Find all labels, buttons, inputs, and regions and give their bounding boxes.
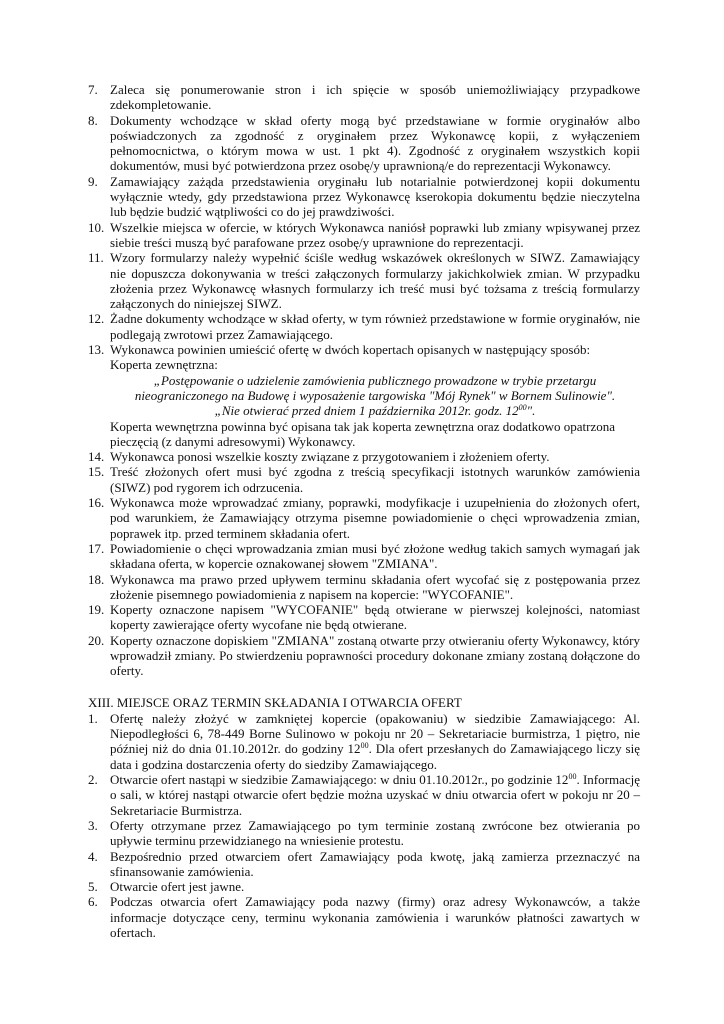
list-text: Żadne dokumenty wchodzące w skład oferty, w tym również przedstawione w formie oryginałów, nie podlegają zwrotowi przez Zamawiającego. [110, 311, 640, 342]
inner-envelope-text: Koperta wewnętrzna powinna być opisana tak jak koperta zewnętrzna oraz dodatkowo opatrzona pieczęcią (z danymi adresowymi) Wykonawcy. [110, 418, 615, 449]
section-item-4 [88, 849, 640, 880]
item-text-end: . Dla ofert przesłanych do Zamawiającego liczy się data i godzina dostarczenia oferty do siedziby Zamawiającego. [110, 741, 640, 772]
list-text: Otwarcie ofert jest jawne. [110, 879, 245, 895]
list-number: 15. [88, 464, 105, 480]
item-text-end: . Informację o sali, w której nastąpi otwarcie ofert będzie można uzyskać w dniu otwarcia ofert w pokoju nr 20 – Sekretariacie Burmistrza. [110, 772, 640, 818]
document-page [88, 82, 640, 940]
list-number: 6. [88, 894, 98, 910]
list-item-19 [88, 602, 640, 633]
list-item-15 [88, 464, 640, 495]
list-text: Bezpośrednio przed otwarciem ofert Zamawiający poda kwotę, jaką zamierza przeznaczyć na sfinansowanie zamówienia. [110, 848, 640, 879]
envelope-quote-line-2: nieograniczonego na Budowę i wyposażenie targowiska "Mój Rynek" w Bornem Sulinowie". [134, 387, 616, 403]
list-item-14 [88, 449, 640, 464]
list-number: 9. [88, 173, 98, 189]
list-item-17 [88, 541, 640, 572]
list-number: 8. [88, 112, 98, 128]
list-text: Wykonawca powinien umieścić ofertę w dwóch kopertach opisanych w następujący sposób: [110, 342, 591, 358]
list-text [110, 772, 640, 818]
envelope-quote-line-1: „Postępowanie o udzielenie zamówienia publicznego prowadzone w trybie przetargu [153, 372, 597, 388]
list-number: 4. [88, 848, 98, 864]
time-superscript: 00 [360, 741, 369, 751]
time-superscript: 00 [568, 772, 577, 782]
list-item-9 [88, 174, 640, 220]
list-text: Koperty oznaczone dopiskiem "ZMIANA" zostaną otwarte przy otwieraniu oferty Wykonawcy, który wprowadził zmiany. Po stwierdzeniu poprawności procedury dokonane zmiany zostaną dołączone do oferty. [110, 632, 640, 679]
list-item-13 [88, 342, 640, 449]
list-item-10 [88, 220, 640, 251]
list-text [110, 711, 640, 772]
envelope-quote-line-3 [110, 403, 640, 418]
list-number: 11. [88, 250, 104, 266]
list-text: Wykonawca ponosi wszelkie koszty związane z przygotowaniem i złożeniem oferty. [110, 449, 550, 465]
list-number: 7. [88, 82, 98, 97]
list-number: 3. [88, 817, 98, 833]
list-text: Zaleca się ponumerowanie stron i ich spięcie w sposób uniemożliwiający przypadkowe zdekompletowanie. [110, 82, 640, 113]
item-text-start: Ofertę należy złożyć w zamkniętej kopercie (opakowaniu) w siedzibie Zamawiającego: Al. Niepodległości 6, 78-449 Borne Sulinowo w pokoju nr 20 – Sekretariacie burmistrza, 1 piętro, nie później niż do dnia 01.10.2012r. do godziny 12 [110, 710, 640, 757]
list-number: 18. [88, 571, 105, 587]
list-text: Koperty oznaczone napisem "WYCOFANIE" będą otwierane w pierwszej kolejności, natomiast koperty zawierające oferty wycofane nie będą otwierane. [110, 602, 640, 633]
list-text: Podczas otwarcia ofert Zamawiający poda nazwy (firmy) oraz adresy Wykonawców, a także informacje dotyczące ceny, terminu wykonania zamówienia i warunków płatności zawartych w ofertach. [110, 894, 640, 941]
list-text: Powiadomienie o chęci wprowadzania zmian musi być złożone według takich samych wymagań jak składana oferta, w kopercie oznakowanej słowem "ZMIANA". [110, 540, 640, 572]
list-number: 5. [88, 879, 98, 895]
quote-line-3-end: ". [526, 403, 536, 419]
list-number: 17. [88, 540, 105, 556]
list-number: 19. [88, 602, 105, 618]
list-text: Zamawiający zażąda przedstawienia oryginału lub notarialnie potwierdzonej kopii dokumentu wyłącznie wtedy, gdy przedstawiona przez Wykonawcę kserokopia dokumentu będzie nieczytelna lub będzie budzić wątpliwości co do jej prawdziwości. [110, 173, 640, 220]
section-heading: XIII. MIEJSCE ORAZ TERMIN SKŁADANIA I OTWARCIA OFERT [88, 694, 462, 710]
list-number: 1. [88, 710, 98, 726]
list-item-8 [88, 113, 640, 174]
list-item-18 [88, 572, 640, 603]
list-part-2 [88, 449, 640, 678]
quote-line-3-text: „Nie otwierać przed dniem 1 października 2012r. godz. 12 [214, 403, 519, 419]
list-number: 13. [88, 342, 105, 358]
list-item-12 [88, 311, 640, 342]
list-item-11 [88, 250, 640, 311]
list-item-16 [88, 495, 640, 541]
list-number: 12. [88, 311, 105, 327]
list-text: Wykonawca ma prawo przed upływem terminu składania ofert wycofać się z postępowania przez złożenie pisemnego powiadomienia z napisem na kopercie: "WYCOFANIE". [110, 571, 640, 602]
item-text-start: Otwarcie ofert nastąpi w siedzibie Zamawiającego: w dniu 01.10.2012r., po godzinie 12 [110, 772, 569, 788]
section-item-3 [88, 818, 640, 849]
list-number: 14. [88, 449, 105, 465]
section-item-2 [88, 772, 640, 818]
outer-envelope-label: Koperta zewnętrzna: [110, 357, 218, 373]
list-text: Dokumenty wchodzące w skład oferty mogą być przedstawiane w formie oryginałów albo poświadczonych za zgodność z oryginałem przez Wykonawcę kopii, z wyłączeniem pełnomocnictwa, o którym mowa w ust. 1 pkt 4). Zgodność z oryginałem wszystkich kopii dokumentów, musi być potwierdzona przez osobę/y uprawnioną/e do reprezentacji Wykonawcy. [110, 112, 640, 174]
list-part-1 [88, 82, 640, 342]
quote-line-3-superscript: 00 [518, 403, 527, 413]
list-item-7 [88, 82, 640, 113]
list-text: Wzory formularzy należy wypełnić ściśle według wskazówek określonych w SIWZ. Zamawiający nie dopuszcza dokonywania w treści załączonych formularzy jakichkolwiek zmian. W przypadku złożenia przez Wykonawcę własnych formularzy ich treść musi być tożsama z treścią formularzy załączonych do niniejszej SIWZ. [110, 250, 640, 312]
list-number: 16. [88, 495, 105, 511]
list-text: Oferty otrzymane przez Zamawiającego po tym terminie zostaną zwrócone bez otwierania po upływie terminu przewidzianego na wniesienie protestu. [110, 817, 640, 849]
section-item-6 [88, 894, 640, 940]
section-list [88, 711, 640, 940]
list-number: 2. [88, 772, 98, 788]
section-item-1 [88, 711, 640, 772]
list-number: 20. [88, 632, 105, 648]
list-text: Wykonawca może wprowadzać zmiany, poprawki, modyfikacje i uzupełnienia do złożonych ofert, pod warunkiem, że Zamawiający otrzyma pisemne powiadomienie o chęci wprowadzenia zmian, poprawek itp. przed terminem składania ofert. [110, 495, 640, 541]
list-number: 10. [88, 219, 105, 235]
list-text: Treść złożonych ofert musi być zgodna z treścią specyfikacji istotnych warunków zamówienia (SIWZ) pod rygorem ich odrzucenia. [110, 464, 640, 495]
section-item-5 [88, 879, 640, 894]
list-item-20 [88, 633, 640, 679]
list-text: Wszelkie miejsca w ofercie, w których Wykonawca naniósł poprawki lub zmiany wpisywanej przez siebie treści muszą być parafowane przez osobę/y uprawnione do reprezentacji. [110, 219, 640, 250]
list-text-block [110, 342, 640, 449]
